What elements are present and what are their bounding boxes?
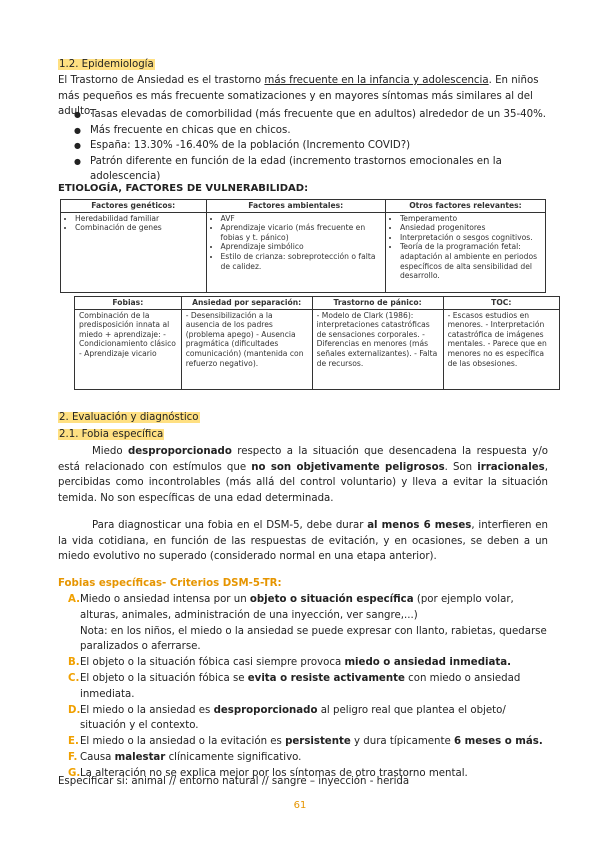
table-header: Trastorno de pánico: bbox=[312, 297, 443, 310]
table-cell-other: • Temperamento • Ansiedad progenitores • Interpretación o sesgos cognitivos. • Teoría de la programación fetal: adaptación al ambiente en periodos específicos de alta sensibilidad del desarrollo. bbox=[385, 212, 545, 292]
criterion-c: C. El objeto o la situación fóbica se evita o resiste activamente con miedo o ansiedad inmediata. bbox=[68, 672, 521, 700]
intro-paragraph: El Trastorno de Ansiedad es el trastorno más frecuente en la infancia y adolescencia. En niños más pequeños es más frecuente somatizaciones y en mayores síntomas más similares al del adulto. bbox=[58, 75, 539, 117]
table-cell: - Escasos estudios en menores. - Interpretación catastrófica de imágenes mentales. - Parece que en menores no es específica de las obsesiones. bbox=[443, 309, 559, 389]
table-cell-environmental: • AVF • Aprendizaje vicario (más frecuente en fobias y t. pánico) • Aprendizaje simbólico • Estilo de crianza: sobreprotección o falta de calidez. bbox=[206, 212, 385, 292]
criterion-f: F. Causa malestar clínicamente significativo. bbox=[68, 751, 302, 763]
table-header: Fobias: bbox=[75, 297, 182, 310]
list-item: ● Más frecuente en chicas que en chicos. bbox=[58, 123, 548, 139]
criterion-b: B. El objeto o la situación fóbica casi siempre provoca miedo o ansiedad inmediata. bbox=[68, 657, 511, 669]
criteria-list bbox=[58, 592, 550, 782]
table-cell: - Modelo de Clark (1986): interpretaciones catastróficas de sensaciones corporales. - Diferencias en menores (más señales externalizantes). - Falta de recursos. bbox=[312, 309, 443, 389]
table-header: Factores genéticos: bbox=[61, 200, 207, 213]
criterion-e: E. El miedo o la ansiedad o la evitación es persistente y dura típicamente 6 meses o más. bbox=[68, 736, 543, 748]
disorders-table bbox=[74, 296, 560, 390]
criterion-a-note: Nota: en los niños, el miedo o la ansiedad se puede expresar con llanto, rabietas, quedarse paralizados o aferrarse. bbox=[80, 625, 547, 653]
section-title-fobia-especifica: 2.1. Fobia específica bbox=[59, 429, 164, 440]
specify-line: Especificar si: animal // entorno natural // sangre – inyección - herida bbox=[58, 776, 410, 787]
section-title-evaluacion: 2. Evaluación y diagnóstico bbox=[59, 412, 199, 423]
table-cell-genetic: • Heredabilidad familiar • Combinación de genes bbox=[61, 212, 207, 292]
section-title-epidemiologia bbox=[58, 57, 548, 73]
list-item: ● Tasas elevadas de comorbilidad (más frecuente que en adultos) alrededor de un 35-40%. bbox=[58, 107, 548, 123]
criteria-title: Fobias específicas- Criterios DSM-5-TR: bbox=[58, 578, 282, 589]
table-header: Factores ambientales: bbox=[206, 200, 385, 213]
table-header: Otros factores relevantes: bbox=[385, 200, 545, 213]
etiology-title: ETIOLOGÍA, FACTORES DE VULNERABILIDAD: bbox=[58, 183, 309, 194]
page-number: 61 bbox=[293, 800, 307, 811]
table-cell: - Desensibilización a la ausencia de los padres (problema apego) - Ausencia pragmática (dificultades comunicación) (mantenida con refuerzo negativo). bbox=[181, 309, 312, 389]
criterion-d: D. El miedo o la ansiedad es desproporcionado al peligro real que plantea el objeto/ situación y el contexto. bbox=[68, 704, 506, 732]
list-item: ● España: 13.30% -16.40% de la población (Incremento COVID?) bbox=[58, 138, 548, 154]
criterion-a: A. Miedo o ansiedad intensa por un objeto o situación específica (por ejemplo volar, alturas, animales, administración de una inyección, ver sangre,...) Nota: en los niños, el miedo o la ansiedad se puede expresar con llanto, rabietas, quedarse paralizados o aferrarse. bbox=[58, 592, 550, 655]
list-item: ● Patrón diferente en función de la edad (incremento trastornos emocionales en la adolescencia) bbox=[58, 154, 548, 185]
dsm-paragraph: Para diagnosticar una fobia en el DSM-5, debe durar al menos 6 meses, interfieren en la vida cotidiana, en función de las respuestas de evitación, y en ocasiones, se deben a un miedo evolutivo no superado (considerado normal en una etapa anterior). bbox=[58, 520, 548, 562]
epidemiology-bullets bbox=[58, 107, 548, 185]
fobia-paragraph: Miedo desproporcionado respecto a la situación que desencadena la respuesta y/o está relacionado con estímulos que no son objetivamente peligrosos. Son irracionales, percibidas como incontrolables (más allá del control voluntario) y lleva a evitar la situación temida. No son específicas de una edad determinada. bbox=[58, 446, 549, 504]
table-cell: Combinación de la predisposición innata al miedo + aprendizaje: - Condicionamiento clásico - Aprendizaje vicario bbox=[75, 309, 182, 389]
table-header: Ansiedad por separación: bbox=[181, 297, 312, 310]
table-header: TOC: bbox=[443, 297, 559, 310]
vulnerability-factors-table bbox=[60, 199, 546, 293]
criterion-g: G. La alteración no se explica mejor por los síntomas de otro trastorno mental. bbox=[68, 767, 468, 779]
section-title-text: 1.2. Epidemiología bbox=[59, 59, 154, 70]
